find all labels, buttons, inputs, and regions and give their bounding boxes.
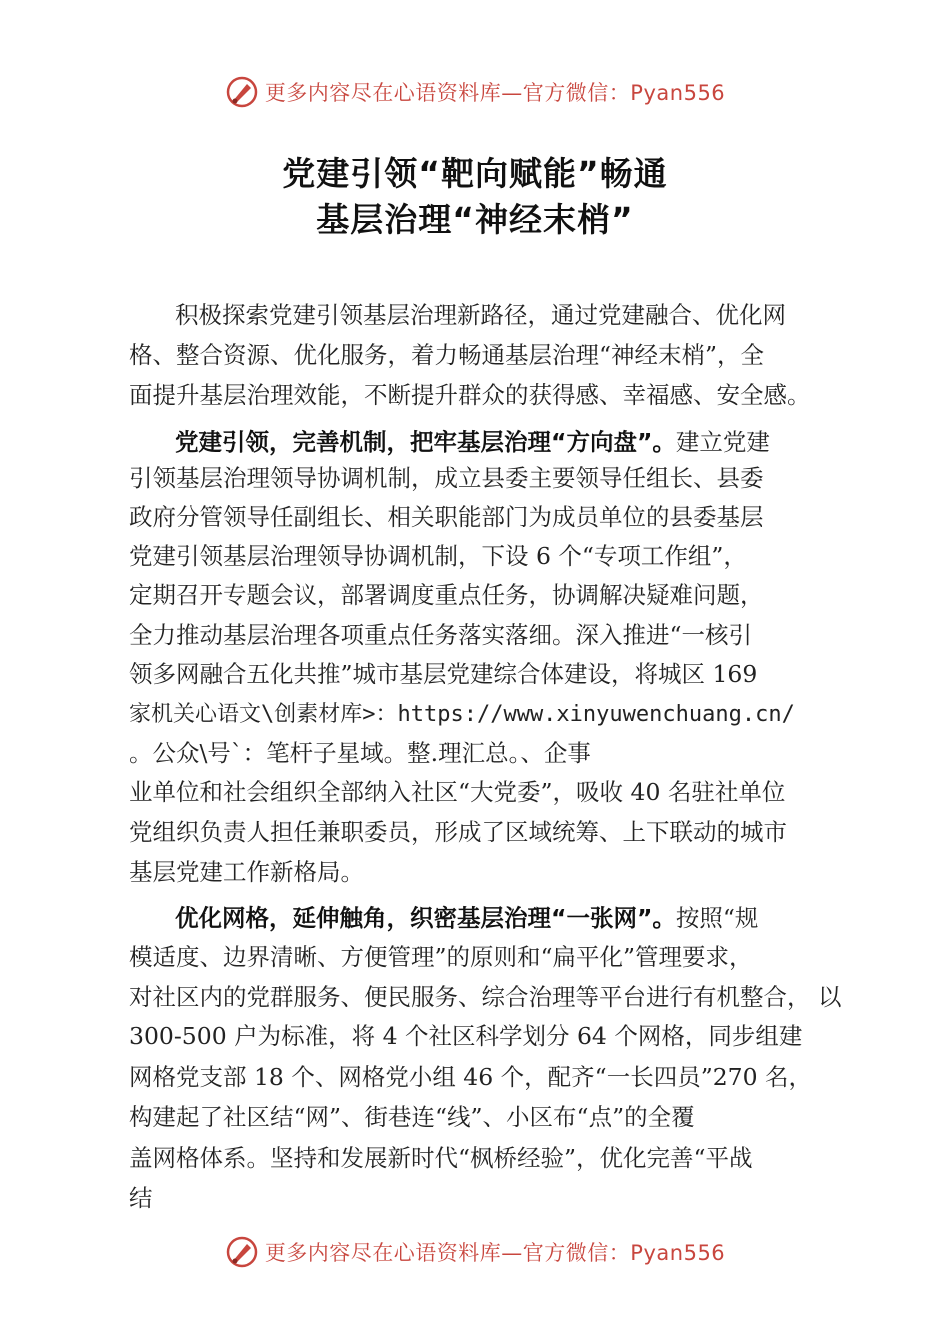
section1-line: 业单位和社会组织全部纳入社区“大党委”，吸收 40 名驻社单位 (129, 778, 786, 806)
section1-line: 党组织负责人担任兼职委员，形成了区域统筹、上下联动的城市 (129, 818, 787, 846)
section2-line: 300-500 户为标准，将 4 个社区科学划分 64 个网格，同步组建 (129, 1022, 803, 1050)
section1-line-url: 家机关心语文\创素材库>：https://www.xinyuwenchuang.cn/ (129, 702, 795, 727)
section2-line: 对社区内的党群服务、便民服务、综合治理等平台进行有机整合， 以 (129, 983, 842, 1011)
intro-line: 积极探索党建引领基层治理新路径，通过党建融合、优化网 (175, 301, 786, 329)
page-title-line-2: 基层治理“神经末梢” (316, 200, 634, 239)
section1-first-line (175, 427, 770, 457)
section2-line: 网格党支部 18 个、网格党小组 46 个，配齐“一长四员”270 名， (129, 1063, 813, 1091)
banner-text: 更多内容尽在心语资料库—官方微信：Pyan556 (264, 81, 726, 105)
section2-line: 结 (129, 1184, 153, 1212)
section1-line: 引领基层治理领导协调机制，成立县委主要领导任组长、县委 (129, 464, 764, 492)
section1-first-line-rest: 建立党建 (675, 428, 770, 456)
section1-line: 定期召开专题会议，部署调度重点任务，协调解决疑难问题， (129, 581, 764, 609)
section2-first-line (175, 903, 758, 933)
section1-line: 基层党建工作新格局。 (129, 858, 364, 886)
banner-text: 更多内容尽在心语资料库—官方微信：Pyan556 (264, 1241, 726, 1265)
intro-line: 面提升基层治理效能，不断提升群众的获得感、幸福感、安全感。 (129, 381, 811, 409)
section1-heading: 党建引领，完善机制，把牢基层治理“方向盘”。 (175, 428, 676, 456)
section1-line: 。公众\号`：笔杆子星域。整.理汇总。、企事 (129, 739, 591, 767)
header-banner (0, 72, 950, 112)
page-title-line-1: 党建引领“靶向赋能”畅通 (282, 154, 668, 193)
section2-heading: 优化网格，延伸触角，织密基层治理“一张网”。 (175, 904, 676, 932)
pen-nib-logo-icon (225, 75, 259, 109)
section2-line: 构建起了社区结“网”、街巷连“线”、小区布“点”的全覆 (129, 1103, 695, 1131)
section1-line: 全力推动基层治理各项重点任务落实落细。深入推进“一核引 (129, 621, 753, 649)
pen-nib-logo-icon (225, 1235, 259, 1269)
section1-line: 领多网融合五化共推”城市基层党建综合体建设，将城区 169 (129, 660, 758, 688)
section1-line: 政府分管领导任副组长、相关职能部门为成员单位的县委基层 (129, 503, 764, 531)
intro-line: 格、整合资源、优化服务，着力畅通基层治理“神经末梢”，全 (129, 341, 765, 369)
section1-line: 党建引领基层治理领导协调机制，下设 6 个“专项工作组”， (129, 542, 747, 570)
section2-line: 模适度、边界清晰、方便管理”的原则和“扁平化”管理要求， (129, 943, 753, 971)
section2-first-line-rest: 按照“规 (675, 904, 759, 932)
footer-banner (0, 1232, 950, 1272)
section2-line: 盖网格体系。坚持和发展新时代“枫桥经验”，优化完善“平战 (129, 1144, 753, 1172)
